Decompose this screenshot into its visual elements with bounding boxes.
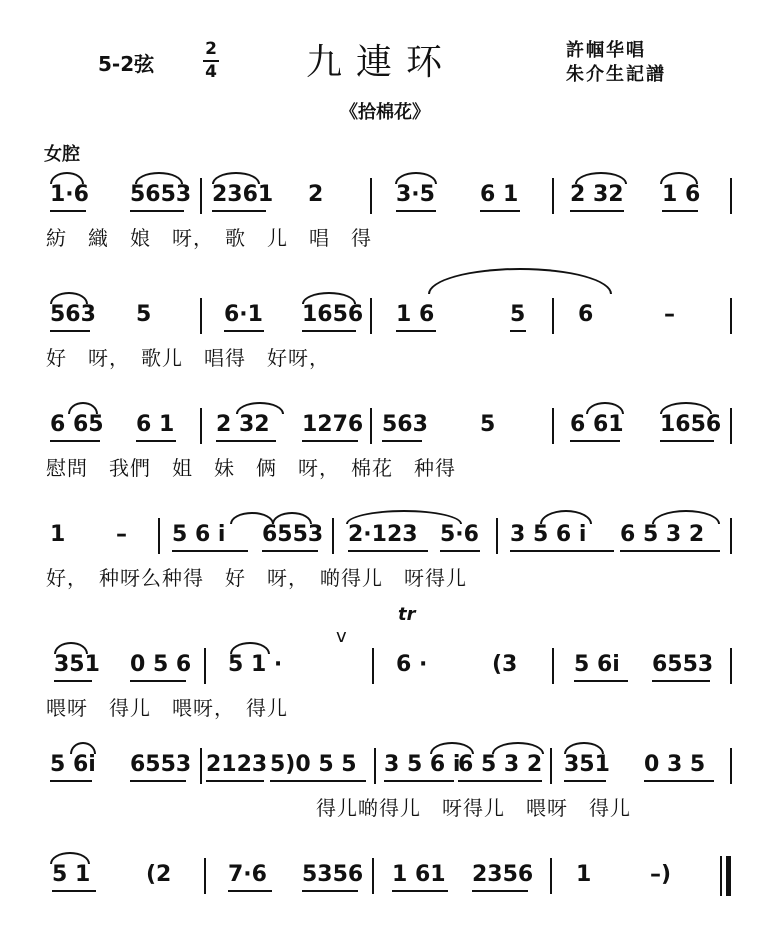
final-barline-thin <box>720 856 722 896</box>
barline <box>730 178 732 214</box>
underline <box>660 440 714 442</box>
note-group: 5 <box>510 302 526 327</box>
underline <box>270 780 366 782</box>
note-group: 6·1 <box>224 302 263 327</box>
lyric-line: 好 呀， 歌儿 唱得 好呀， <box>46 346 330 370</box>
note-group: 2361 <box>212 182 274 207</box>
barline <box>370 408 372 444</box>
note-group: 1·6 <box>50 182 89 207</box>
underline <box>172 550 248 552</box>
underline <box>130 680 186 682</box>
note-group: 2·123 <box>348 522 418 547</box>
barline <box>730 518 732 554</box>
barline <box>496 518 498 554</box>
note-group: 6 1 <box>136 412 175 437</box>
barline <box>730 408 732 444</box>
note-group: 6 5 3 2 <box>458 752 543 777</box>
note-group: 6 <box>578 302 594 327</box>
underline <box>570 440 620 442</box>
lyric-line: 好， 种呀么种得 好 呀， 啲得儿 呀得儿 <box>46 566 467 590</box>
barline <box>200 408 202 444</box>
breath-mark: v <box>336 626 347 647</box>
lyric-line: 慰問 我們 姐 妹 俩 呀， 棉花 种得 <box>46 456 456 480</box>
slur <box>428 268 612 294</box>
note-group: 0 3 5 <box>644 752 706 777</box>
barline <box>200 298 202 334</box>
note-group: 1656 <box>660 412 722 437</box>
underline <box>136 440 176 442</box>
note-group: 351 <box>54 652 100 677</box>
underline <box>510 550 614 552</box>
note-group: 563 <box>382 412 428 437</box>
note-group: 2 <box>308 182 324 207</box>
note-group: 563 <box>50 302 96 327</box>
note-group: 3 5 6 i <box>384 752 461 777</box>
barline <box>552 178 554 214</box>
note-group: 0 5 6 <box>130 652 192 677</box>
note-group: 6553 <box>130 752 192 777</box>
note-group: 6 1 <box>480 182 519 207</box>
note-group: 5 <box>136 302 152 327</box>
underline <box>348 550 428 552</box>
score-row-1 <box>40 182 740 262</box>
note-group: – <box>664 302 675 327</box>
barline <box>200 178 202 214</box>
note-group: 2356 <box>472 862 534 887</box>
note-group: 6 61 <box>570 412 624 437</box>
note-group: 1656 <box>302 302 364 327</box>
note-group: 5·6 <box>440 522 479 547</box>
lyric-line: 喂呀 得儿 喂呀， 得儿 <box>46 696 288 720</box>
underline <box>480 210 520 212</box>
underline <box>52 890 96 892</box>
score-row-7 <box>40 862 740 922</box>
underline <box>396 330 436 332</box>
voice-label: 女腔 <box>44 144 80 165</box>
note-group: 3 5 6 i <box>510 522 587 547</box>
note-group: 5 6i <box>50 752 96 777</box>
note-group: 5653 <box>130 182 192 207</box>
note-group: 1 6 <box>662 182 701 207</box>
underline <box>206 780 264 782</box>
barline <box>370 298 372 334</box>
note-group: (3 <box>492 652 518 677</box>
barline <box>552 648 554 684</box>
underline <box>458 780 542 782</box>
note-group: 1 6 <box>396 302 435 327</box>
underline <box>382 440 422 442</box>
underline <box>50 330 90 332</box>
underline <box>564 780 606 782</box>
barline <box>332 518 334 554</box>
note-group: 6553 <box>262 522 324 547</box>
score-row-6 <box>40 752 740 832</box>
note-group: 1 61 <box>392 862 446 887</box>
barline <box>552 408 554 444</box>
barline <box>730 748 732 784</box>
score-row-5 <box>40 604 740 732</box>
note-group: 1276 <box>302 412 364 437</box>
underline <box>262 550 318 552</box>
note-group: 2 32 <box>570 182 624 207</box>
underline <box>130 210 184 212</box>
underline <box>50 210 86 212</box>
meter-bottom: 4 <box>205 62 217 82</box>
note-group: 5 6i <box>574 652 620 677</box>
note-group: 2 32 <box>216 412 270 437</box>
underline <box>384 780 454 782</box>
score-row-4 <box>40 522 740 602</box>
meter-top: 2 <box>205 39 217 59</box>
subtitle: 《拾棉花》 <box>340 102 430 123</box>
note-group: 3·5 <box>396 182 435 207</box>
underline <box>50 440 100 442</box>
underline <box>472 890 528 892</box>
note-group: –) <box>650 862 672 887</box>
underline <box>644 780 714 782</box>
lyric-line: 得儿啲得儿 呀得儿 喂呀 得儿 <box>316 796 631 820</box>
underline <box>302 890 358 892</box>
underline <box>440 550 480 552</box>
barline <box>730 298 732 334</box>
song-title: 九連环 <box>306 42 457 83</box>
note-group: 6 65 <box>50 412 104 437</box>
note-group: 5 <box>480 412 496 437</box>
underline <box>392 890 448 892</box>
underline <box>662 210 698 212</box>
note-group: 5)0 5 5 <box>270 752 357 777</box>
barline <box>372 648 374 684</box>
underline <box>216 440 276 442</box>
note-group: 1 <box>576 862 592 887</box>
note-group: 1 <box>50 522 66 547</box>
score-row-3 <box>40 412 740 492</box>
underline <box>574 680 628 682</box>
underline <box>130 780 186 782</box>
underline <box>212 210 266 212</box>
note-group: 6 5 3 2 <box>620 522 705 547</box>
underline <box>620 550 720 552</box>
barline <box>204 648 206 684</box>
time-signature <box>203 40 219 82</box>
underline <box>54 680 92 682</box>
barline <box>204 858 206 894</box>
barline <box>550 858 552 894</box>
underline <box>302 440 358 442</box>
trill-mark: tr <box>398 604 416 625</box>
note-group: 5 1 · <box>228 652 283 677</box>
transcriber-credit: 朱介生記譜 <box>566 64 666 85</box>
underline <box>510 330 526 332</box>
barline <box>158 518 160 554</box>
singer-credit: 許帼华唱 <box>566 40 646 61</box>
final-barline-thick <box>726 856 731 896</box>
underline <box>228 890 272 892</box>
underline <box>224 330 264 332</box>
underline <box>396 210 436 212</box>
note-group: 2123 <box>206 752 268 777</box>
lyric-line: 紡 織 娘 呀， 歌 儿 唱 得 <box>46 226 372 250</box>
note-group: (2 <box>146 862 172 887</box>
note-group: 6553 <box>652 652 714 677</box>
note-group: 5 6 i <box>172 522 226 547</box>
note-group: 6 · <box>396 652 428 677</box>
underline <box>652 680 710 682</box>
score-row-2 <box>40 302 740 382</box>
note-group: 351 <box>564 752 610 777</box>
barline <box>372 858 374 894</box>
key-signature: 5-2弦 <box>98 52 155 76</box>
barline <box>552 298 554 334</box>
underline <box>50 780 92 782</box>
note-group: 5 1 <box>52 862 91 887</box>
underline <box>302 330 356 332</box>
note-group: 7·6 <box>228 862 267 887</box>
note-group: – <box>116 522 127 547</box>
note-group: 5356 <box>302 862 364 887</box>
barline <box>200 748 202 784</box>
underline <box>570 210 624 212</box>
barline <box>730 648 732 684</box>
barline <box>550 748 552 784</box>
barline <box>370 178 372 214</box>
barline <box>374 748 376 784</box>
